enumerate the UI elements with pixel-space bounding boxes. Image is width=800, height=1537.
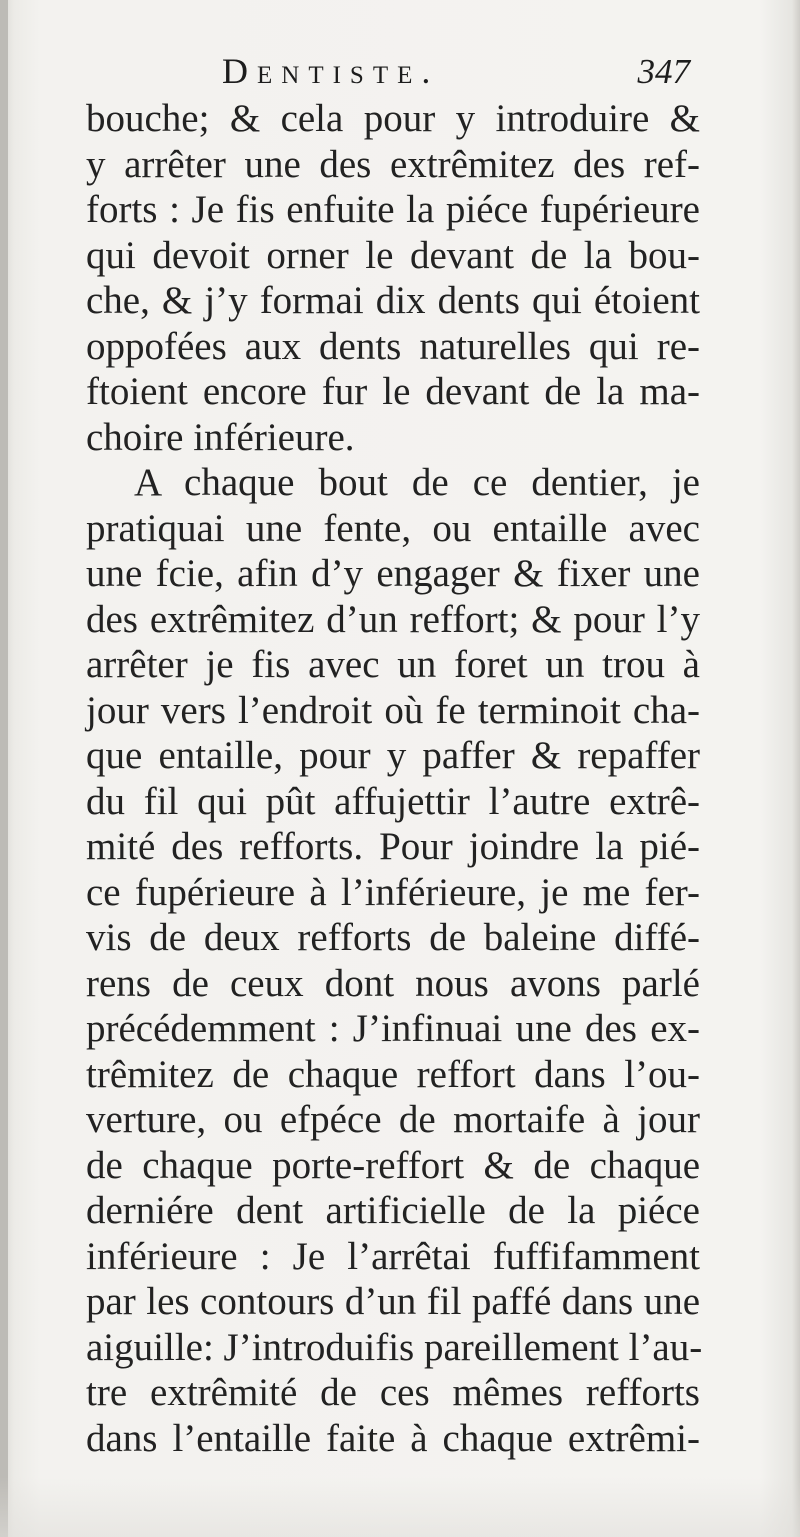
page-number: 347	[637, 52, 690, 91]
text-line: des extrêmitez d’un reffort; & pour l’y	[86, 597, 700, 641]
page-edge	[0, 0, 8, 1537]
text-line: che, & j’y formai dix dents qui étoient	[86, 279, 700, 322]
text-line: qui devoit orner le devant de la bou-	[86, 233, 700, 277]
text-line: inférieure : Je l’arrêtai fuffifamment	[86, 1234, 700, 1278]
text-line: une fcie, afin d’y engager & fixer une	[86, 552, 700, 595]
text-line: tre extrêmité de ces mêmes refforts	[86, 1371, 700, 1414]
page-header	[86, 50, 700, 100]
text-line: bouche; & cela pour y introduire &	[86, 97, 700, 140]
text-line: trêmitez de chaque reffort dans l’ou-	[86, 1052, 700, 1096]
text-line: mité des refforts. Pour joindre la pié-	[86, 825, 700, 868]
text-line: vis de deux refforts de baleine diffé-	[86, 916, 700, 959]
text-line: précédemment : J’infinuai une des ex-	[86, 1007, 700, 1050]
text-line: derniére dent artificielle de la piéce	[86, 1189, 700, 1232]
text-line: verture, ou efpéce de mortaife à jour	[86, 1098, 700, 1141]
running-head: Dentiste.	[222, 51, 440, 91]
text-line: arrêter je fis avec un foret un trou à	[86, 643, 700, 686]
text-line: du fil qui pût affujettir l’autre extrê-	[86, 779, 700, 823]
text-line: forts : Je fis enfuite la piéce fupérieure	[86, 188, 700, 231]
paragraph-start-line: A chaque bout de ce dentier, je	[134, 461, 700, 504]
page-bottom-shade	[0, 1477, 800, 1537]
text-line: choire inférieure.	[86, 415, 355, 459]
text-line: rens de ceux dont nous avons parlé	[86, 961, 700, 1005]
text-line: de chaque porte-reffort & de chaque	[86, 1143, 700, 1187]
text-line: aiguille: J’introduifis pareillement l’au-	[86, 1325, 703, 1369]
text-line: que entaille, pour y paffer & repaffer	[86, 734, 700, 777]
text-line: dans l’entaille faite à chaque extrêmi-	[86, 1416, 700, 1460]
text-line: oppofées aux dents naturelles qui re-	[86, 324, 700, 368]
text-line: pratiquai une fente, ou entaille avec	[86, 506, 700, 550]
text-line: y arrêter une des extrêmitez des ref-	[86, 142, 700, 186]
text-line: ce fupérieure à l’inférieure, je me fer-	[86, 870, 700, 914]
text-line: ftoient encore fur le devant de la ma-	[86, 370, 700, 413]
body-text	[86, 96, 703, 1461]
text-line: jour vers l’endroit où fe terminoit cha-	[86, 688, 700, 732]
text-line: par les contours d’un fil paffé dans une	[86, 1280, 700, 1323]
